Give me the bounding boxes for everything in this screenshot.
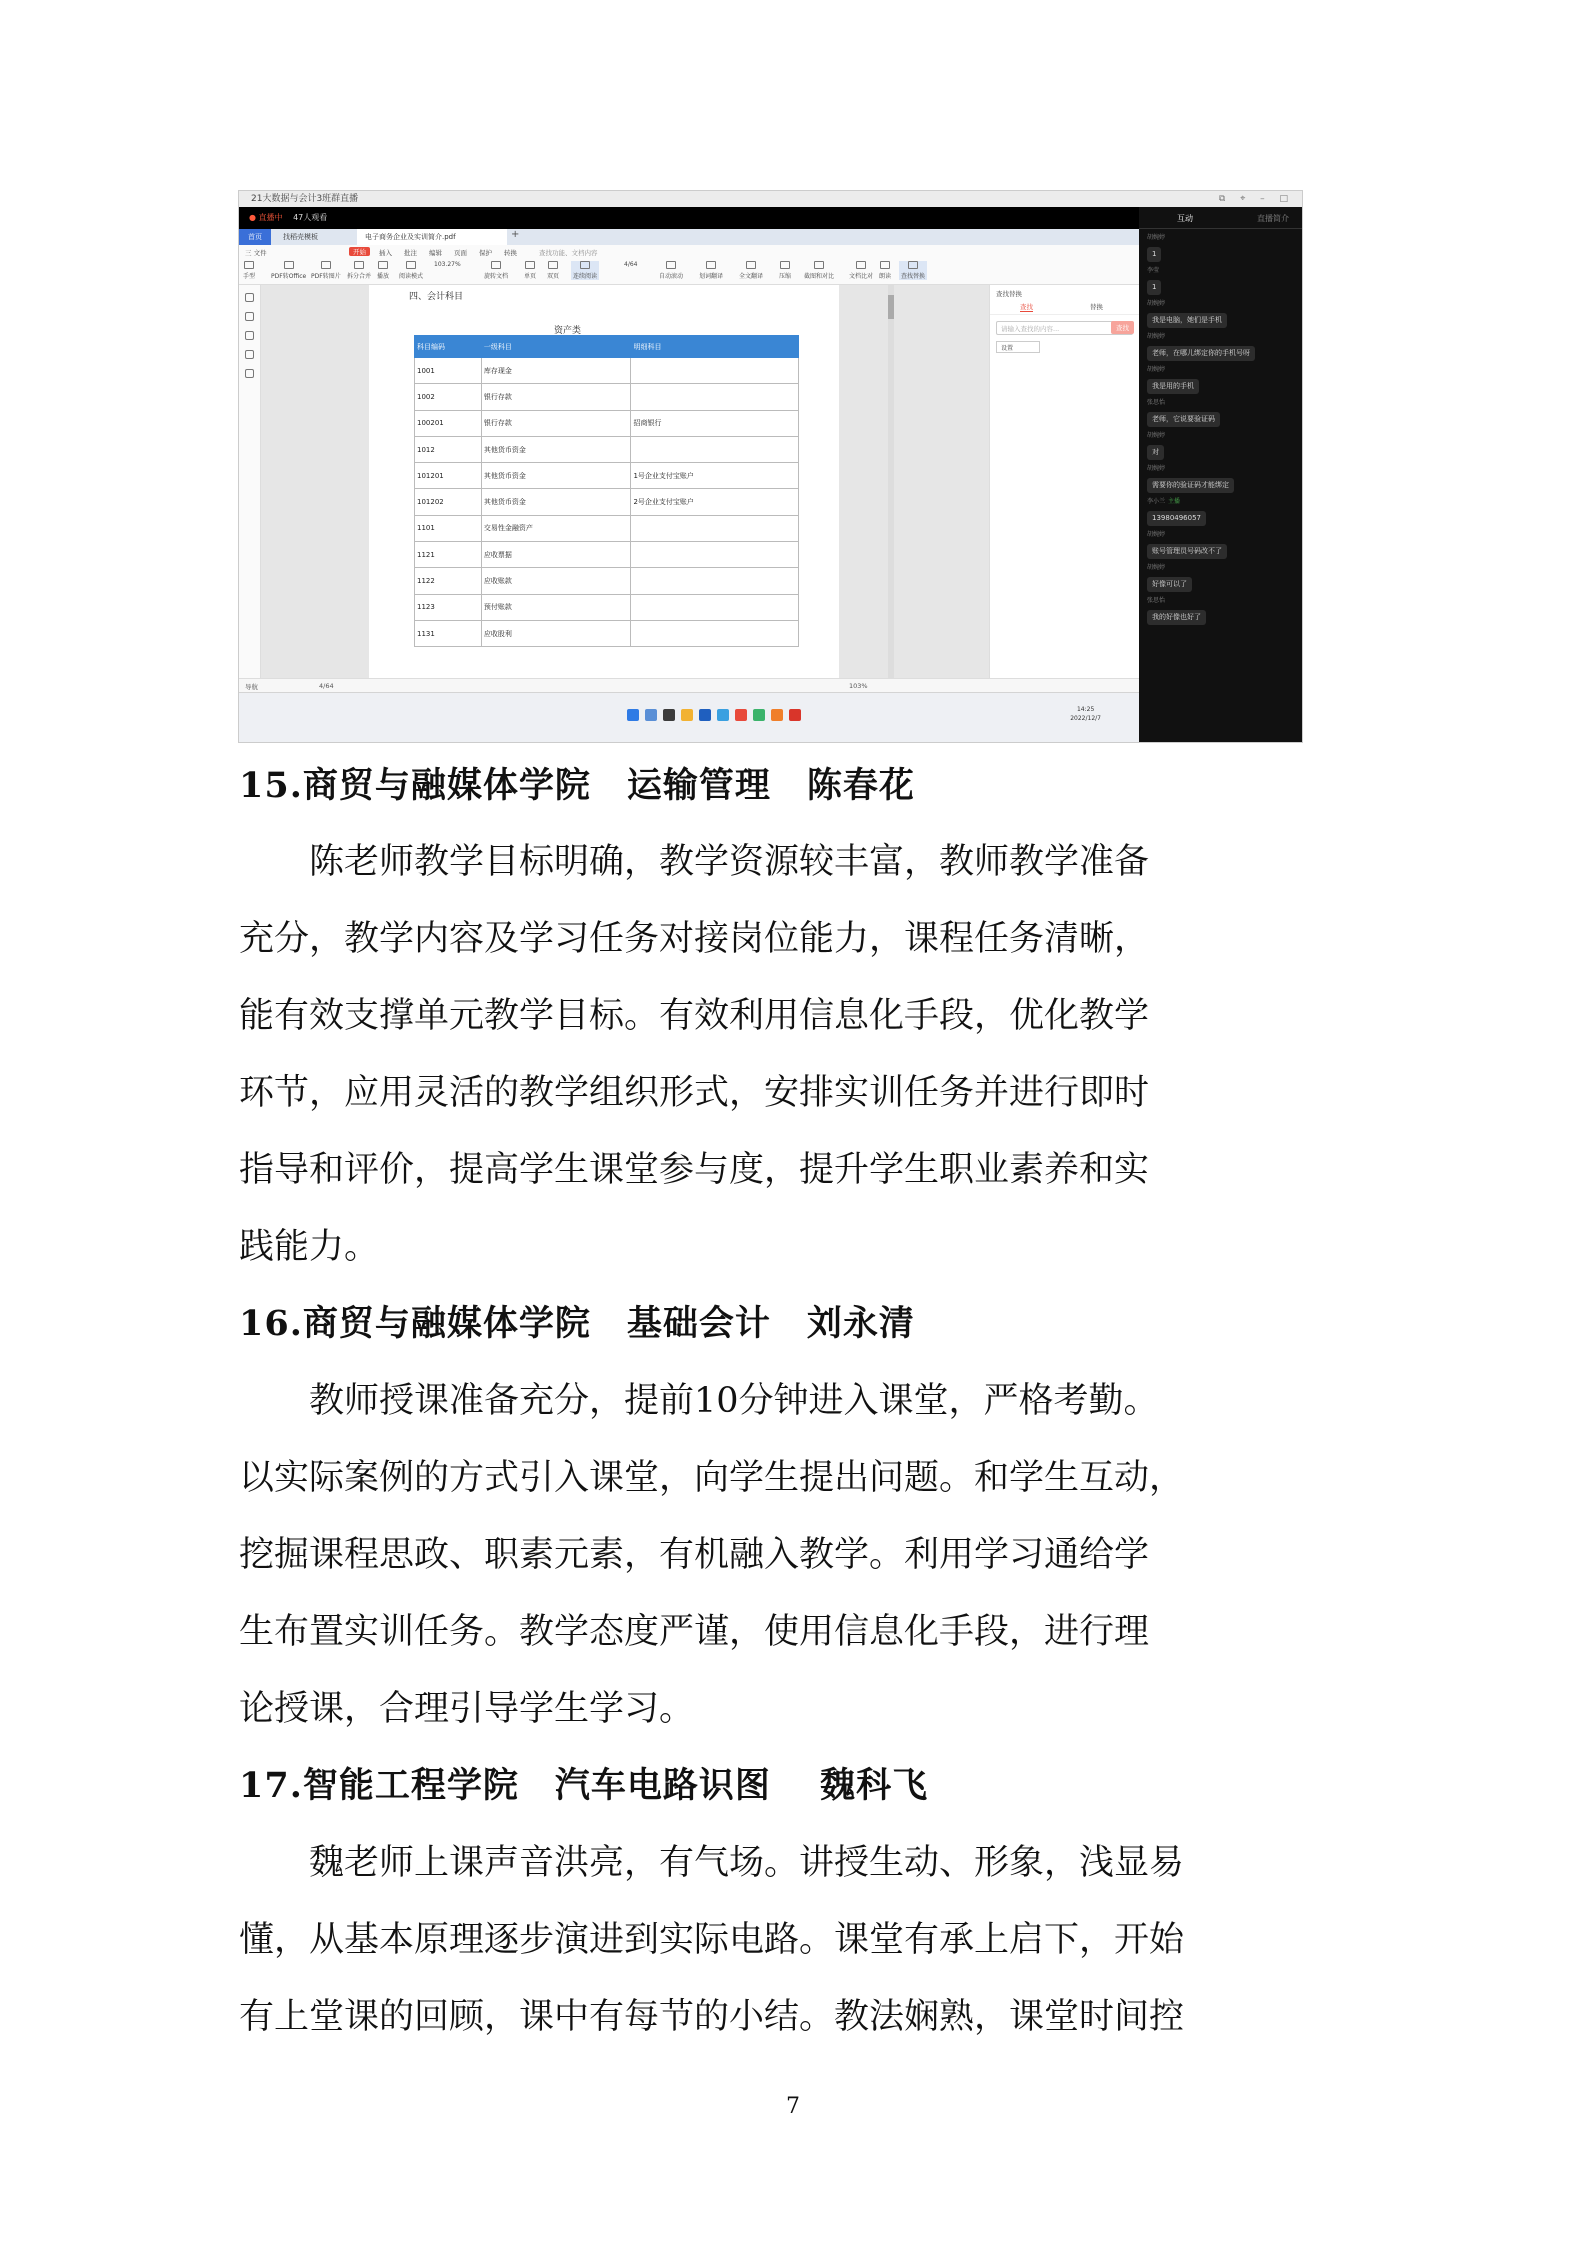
find-replace-button[interactable]: 查找替换 (899, 261, 927, 280)
para-line: 论授课，合理引导学生学习。 (239, 1689, 695, 1729)
new-tab-button[interactable]: + (511, 229, 520, 240)
chat-text: 我是用的手机 (1147, 379, 1199, 394)
page-indicator[interactable]: 4/64 (624, 261, 638, 268)
cell-code: 1121 (415, 542, 482, 568)
chat-text: 好像可以了 (1147, 577, 1192, 592)
os-taskbar (239, 692, 1139, 742)
compress-button[interactable]: 压缩 (779, 261, 791, 280)
para-line: 能有效支撑单元教学目标。有效利用信息化手段，优化教学 (239, 996, 1150, 1036)
chat-sender: 张思怡 (1147, 597, 1166, 604)
cell-level1: 银行存款 (481, 410, 631, 436)
thumbnail-icon[interactable] (245, 312, 254, 321)
chat-message (1147, 430, 1302, 460)
chat-message (1147, 232, 1302, 262)
pdf-to-office-button[interactable]: PDF转Office (271, 261, 306, 280)
chat-sender: 胡婉婷 (1147, 300, 1166, 307)
cell-level1: 应收票据 (481, 542, 631, 568)
wps-icon[interactable] (789, 709, 801, 721)
chat-sender (1147, 496, 1302, 505)
comment-icon[interactable] (245, 331, 254, 340)
tab-templates[interactable]: 找稻壳模板 (283, 233, 318, 241)
page-number: 7 (786, 2094, 800, 2119)
doc-compare-button[interactable]: 文档比对 (849, 261, 873, 280)
folder-icon[interactable] (681, 709, 693, 721)
scroll-thumb[interactable] (888, 295, 894, 319)
chat-text: 账号管理员号码改不了 (1147, 544, 1227, 559)
chat-sender: 胡婉婷 (1147, 465, 1166, 472)
status-zoom[interactable]: 103% (849, 682, 868, 690)
chat-message (1147, 364, 1302, 394)
table-row (415, 436, 799, 462)
left-tool-rail (239, 285, 261, 678)
pages-icon (548, 261, 558, 269)
cell-detail (631, 384, 799, 410)
search-icon[interactable] (645, 709, 657, 721)
menu-comment[interactable]: 批注 (404, 249, 417, 257)
table-row (415, 410, 799, 436)
menu-insert[interactable]: 插入 (379, 249, 392, 257)
cell-detail (631, 358, 799, 384)
cell-code: 1123 (415, 594, 482, 620)
para-line: 教师授课准备充分，提前10分钟进入课堂，严格考勤。 (239, 1381, 1159, 1421)
header-code: 科目编码 (415, 336, 482, 358)
chat-message (1147, 562, 1302, 592)
convert-icon (284, 261, 294, 269)
tab-interact[interactable]: 互动 (1177, 214, 1193, 223)
app-tabs (239, 229, 1139, 245)
table-caption: 资产类 (554, 326, 582, 336)
find-button[interactable]: 查找 (1111, 321, 1134, 334)
chat-text: 13980496057 (1147, 511, 1206, 526)
ribbon-toolbar (239, 259, 1139, 285)
chat-message (1147, 529, 1302, 559)
auto-scroll-icon (666, 261, 676, 269)
chat-sender: 胡婉婷 (1147, 531, 1166, 538)
document-viewport[interactable] (261, 285, 989, 678)
menu-convert[interactable]: 转换 (504, 249, 517, 257)
auto-scroll-button[interactable]: 自动滚动 (659, 261, 683, 280)
chat-text: 我的好像也好了 (1147, 610, 1206, 625)
para-line: 以实际案例的方式引入课堂，向学生提出问题。和学生互动， (239, 1458, 1185, 1498)
table-row (415, 384, 799, 410)
translate-all-icon (746, 261, 756, 269)
cell-code: 101201 (415, 463, 482, 489)
window-controls[interactable]: ⧉ ⌖ – □ (1218, 194, 1294, 204)
chat-message (1147, 265, 1302, 295)
nav-toggle[interactable]: 导航 (245, 683, 258, 691)
settings-select[interactable]: 设置 (996, 341, 1040, 353)
panel-tabs (990, 299, 1139, 315)
cell-code: 1002 (415, 384, 482, 410)
chat-text: 老师，在哪儿绑定你的手机号呀 (1147, 346, 1255, 361)
chat-text: 我是电脑，她们是手机 (1147, 313, 1227, 328)
chat-sender-name: 李小兰 (1147, 498, 1166, 505)
section-title: 四、会计科目 (409, 292, 464, 302)
table-row (415, 515, 799, 541)
chat-sender: 胡婉婷 (1147, 366, 1166, 373)
cell-detail: 1号企业支付宝账户 (631, 463, 799, 489)
bookmark-icon[interactable] (245, 293, 254, 302)
chat-message (1147, 331, 1302, 361)
accounts-table (414, 335, 799, 647)
zoom-level[interactable]: 103.27% (434, 261, 461, 268)
para-line: 生布置实训任务。教学态度严谨，使用信息化手段，进行理 (239, 1612, 1150, 1652)
chat-message (1147, 298, 1302, 328)
live-bar (239, 207, 1139, 229)
cell-level1: 预付账款 (481, 594, 631, 620)
para-line: 环节，应用灵活的教学组织形式，安排实训任务并进行即时 (239, 1073, 1150, 1113)
para-line: 践能力。 (239, 1227, 380, 1267)
cell-detail (631, 542, 799, 568)
menu-search[interactable]: 查找功能、文档内容 (539, 249, 598, 257)
chrome-icon[interactable] (735, 709, 747, 721)
host-badge: 主播 (1168, 498, 1181, 505)
table-row (415, 489, 799, 515)
cell-code: 1101 (415, 515, 482, 541)
window-titlebar (239, 191, 1302, 207)
screenshot-icon (814, 261, 824, 269)
split-icon (354, 261, 364, 269)
reading-mode-button[interactable]: 阅读模式 (399, 261, 423, 280)
table-header-row (415, 336, 799, 358)
section-16-heading: 16.商贸与融媒体学院 基础会计 刘永清 (239, 1303, 915, 1344)
chat-sender: 张思怡 (1147, 399, 1166, 406)
cell-detail (631, 515, 799, 541)
header-detail: 明细科目 (631, 336, 799, 358)
split-merge-button[interactable]: 拆分合并 (347, 261, 371, 280)
table-row (415, 542, 799, 568)
chat-messages (1139, 232, 1302, 625)
cell-level1: 其他货币资金 (481, 489, 631, 515)
cell-level1: 库存现金 (481, 358, 631, 384)
status-bar (239, 678, 1139, 692)
menu-start[interactable]: 开始 (349, 247, 370, 256)
cell-code: 1131 (415, 620, 482, 646)
cell-detail (631, 620, 799, 646)
cell-level1: 交易性金融资产 (481, 515, 631, 541)
menu-page[interactable]: 页面 (454, 249, 467, 257)
signature-icon[interactable] (245, 369, 254, 378)
chat-sender: 李莹 (1147, 267, 1160, 274)
tab-find[interactable]: 查找 (1020, 303, 1033, 311)
pdf-to-image-button[interactable]: PDF转图片 (311, 261, 341, 280)
chat-message (1147, 595, 1302, 625)
cell-detail (631, 436, 799, 462)
para-line: 懂，从基本原理逐步演进到实际电路。课堂有承上启下，开始 (239, 1920, 1185, 1960)
chat-sender: 胡婉婷 (1147, 564, 1166, 571)
cell-code: 1001 (415, 358, 482, 384)
chat-sender: 胡婉婷 (1147, 234, 1166, 241)
cell-detail: 2号企业支付宝账户 (631, 489, 799, 515)
rotate-icon (491, 261, 501, 269)
scroll-icon (580, 261, 590, 269)
chat-text: 1 (1147, 247, 1161, 262)
tab-pdf-document[interactable]: 电子商务企业及实训简介.pdf (357, 229, 507, 245)
attachment-icon[interactable] (245, 350, 254, 359)
menu-edit[interactable]: 编辑 (429, 249, 442, 257)
header-level1: 一级科目 (481, 336, 631, 358)
hand-icon (244, 261, 254, 269)
hand-tool-button[interactable]: 手型 (243, 261, 255, 280)
para-line: 充分，教学内容及学习任务对接岗位能力，课程任务清晰， (239, 919, 1150, 959)
cell-detail (631, 594, 799, 620)
screenshot-compare-button[interactable]: 截图和对比 (804, 261, 834, 280)
table-row (415, 358, 799, 384)
cell-level1: 应收账款 (481, 568, 631, 594)
speaker-icon (880, 261, 890, 269)
edge-icon[interactable] (717, 709, 729, 721)
cell-level1: 其他货币资金 (481, 463, 631, 489)
word-translate-button[interactable]: 划词翻译 (699, 261, 723, 280)
cell-code: 1122 (415, 568, 482, 594)
menu-protect[interactable]: 保护 (479, 249, 492, 257)
chat-message (1147, 463, 1302, 493)
live-tag: ● 直播中 (249, 213, 283, 222)
chat-text: 1 (1147, 280, 1161, 295)
chat-panel (1139, 207, 1302, 742)
chat-tabs (1139, 207, 1302, 229)
start-icon[interactable] (627, 709, 639, 721)
section-17-heading: 17.智能工程学院 汽车电路识图 魏科飞 (239, 1765, 929, 1806)
para-line: 有上堂课的回顾，课中有每节的小结。教法娴熟，课堂时间控 (239, 1997, 1185, 2037)
system-clock: 14:25 2022/12/7 (1070, 706, 1101, 722)
pdf-page (369, 285, 839, 678)
play-icon (378, 261, 388, 269)
image-icon (321, 261, 331, 269)
para-line: 魏老师上课声音洪亮，有气场。讲授生动、形象，浅显易 (239, 1843, 1185, 1883)
chat-sender: 胡婉婷 (1147, 333, 1166, 340)
app-icon[interactable] (771, 709, 783, 721)
rotate-button[interactable]: 旋转文档 (484, 261, 508, 280)
viewer-count: 47人观看 (293, 213, 328, 222)
panel-title: 查找替换 (996, 290, 1022, 298)
chat-message (1147, 397, 1302, 427)
cell-code: 1012 (415, 436, 482, 462)
chat-message (1147, 496, 1302, 526)
play-button[interactable]: 播放 (377, 261, 389, 280)
menu-file[interactable]: 三 文件 (245, 249, 267, 257)
window-title: 21大数据与会计3班群直播 (251, 194, 359, 204)
continuous-read-button[interactable]: 连续阅读 (571, 261, 599, 280)
cell-code: 101202 (415, 489, 482, 515)
para-line: 指导和评价，提高学生课堂参与度，提升学生职业素养和实 (239, 1150, 1150, 1190)
section-15-heading: 15.商贸与融媒体学院 运输管理 陈春花 (239, 765, 915, 806)
table-row (415, 568, 799, 594)
tab-intro[interactable]: 直播简介 (1257, 214, 1289, 223)
cell-detail (631, 568, 799, 594)
lecture-screenshot (238, 190, 1303, 743)
status-page[interactable]: 4/64 (319, 682, 334, 690)
menu-bar (239, 245, 1139, 259)
wechat-icon[interactable] (753, 709, 765, 721)
find-replace-panel (989, 285, 1139, 678)
taskview-icon[interactable] (663, 709, 675, 721)
single-page-button[interactable]: 单页 (524, 261, 536, 280)
para-line: 陈老师教学目标明确，教学资源较丰富，教师教学准备 (239, 842, 1150, 882)
cell-detail: 招商银行 (631, 410, 799, 436)
search-icon (908, 261, 918, 269)
store-icon[interactable] (699, 709, 711, 721)
find-input[interactable]: 请输入查找的内容... 查找 (996, 321, 1133, 335)
table-row (415, 620, 799, 646)
cell-level1: 应收股利 (481, 620, 631, 646)
double-page-button[interactable]: 双页 (547, 261, 559, 280)
cell-level1: 其他货币资金 (481, 436, 631, 462)
tab-replace[interactable]: 替换 (1090, 303, 1103, 311)
compress-icon (780, 261, 790, 269)
chat-text: 对 (1147, 445, 1164, 460)
read-aloud-button[interactable]: 朗读 (879, 261, 891, 280)
full-translate-button[interactable]: 全文翻译 (739, 261, 763, 280)
compare-icon (856, 261, 866, 269)
para-line: 挖掘课程思政、职素元素，有机融入教学。利用学习通给学 (239, 1535, 1150, 1575)
table-row (415, 463, 799, 489)
tab-home[interactable]: 首页 (239, 229, 271, 245)
table-row (415, 594, 799, 620)
vertical-scrollbar[interactable] (888, 285, 894, 678)
chat-sender: 胡婉婷 (1147, 432, 1166, 439)
cell-level1: 银行存款 (481, 384, 631, 410)
chat-text: 老师，它说要验证码 (1147, 412, 1220, 427)
chat-text: 需要你的验证码才能绑定 (1147, 478, 1234, 493)
book-icon (406, 261, 416, 269)
translate-icon (706, 261, 716, 269)
cell-code: 100201 (415, 410, 482, 436)
page-icon (525, 261, 535, 269)
